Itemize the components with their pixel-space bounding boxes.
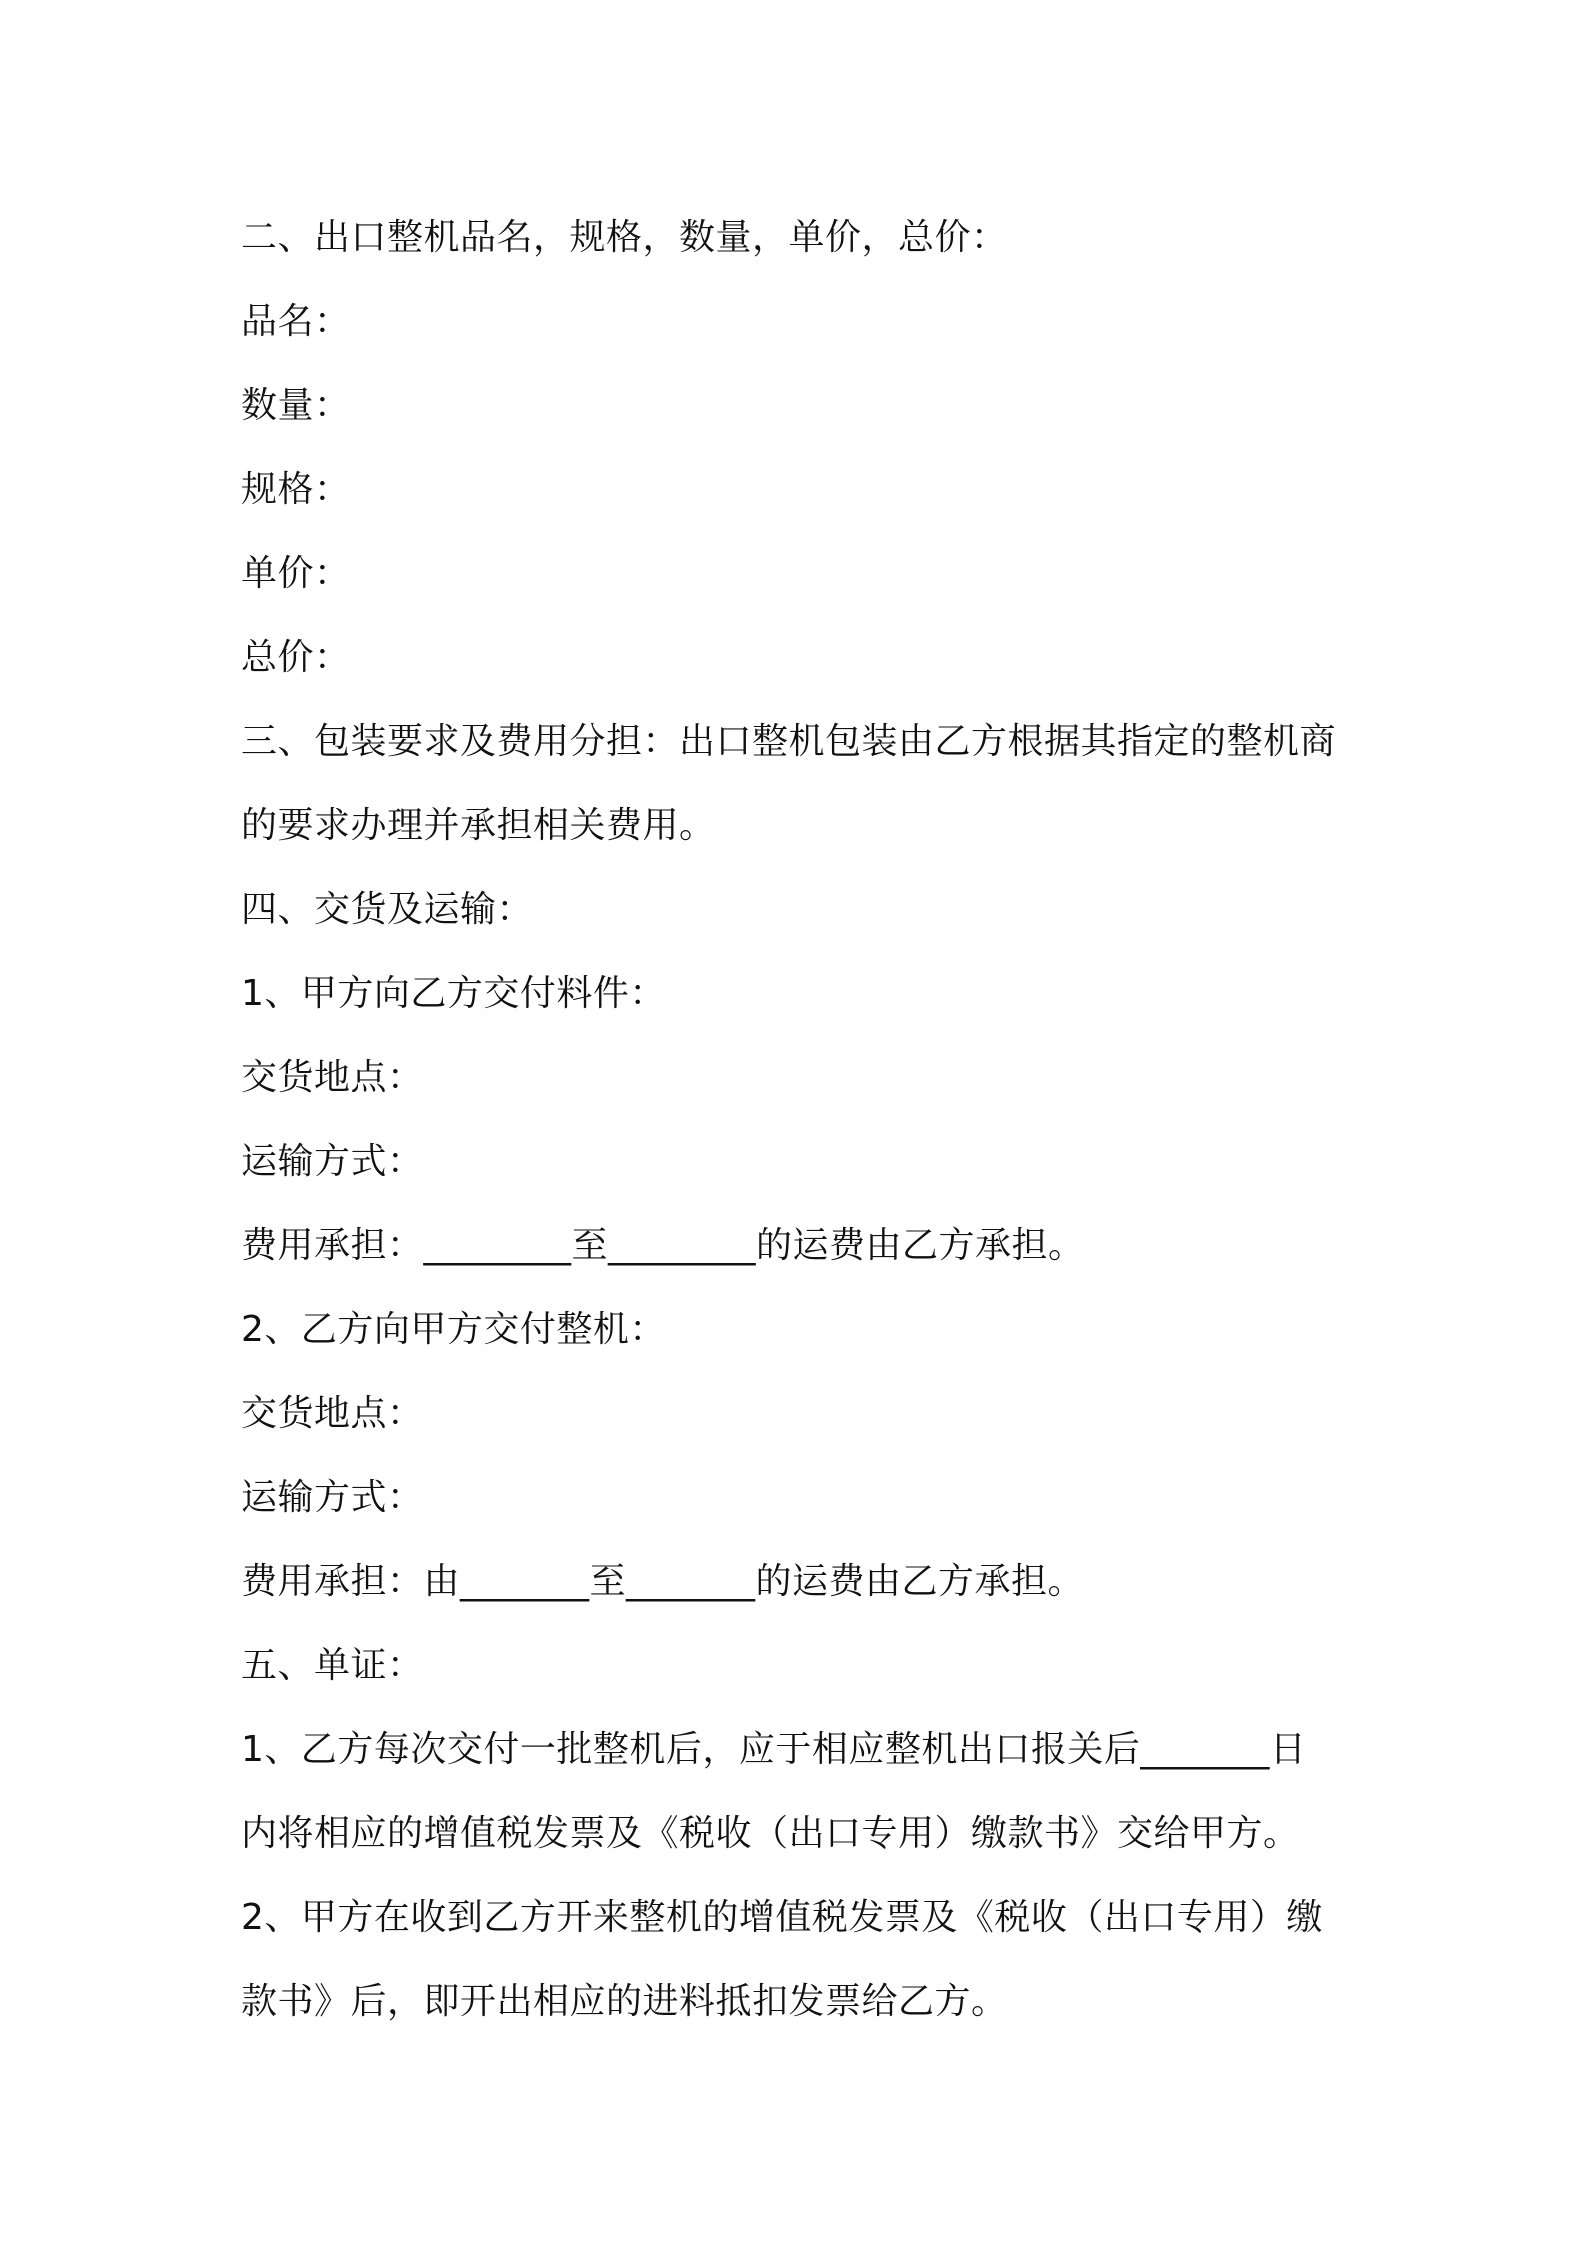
document-body [241, 196, 1361, 2044]
field-transport-method-a: 运输方式： [241, 1141, 424, 1182]
clause-documents-2-line-2: 款书》后，即开出相应的进料抵扣发票给乙方。 [241, 1981, 1008, 2022]
section-packaging-line-2: 的要求办理并承担相关费用。 [241, 805, 716, 846]
field-product-name: 品名： [241, 301, 351, 342]
clause-documents-1-line-2: 内将相应的增值税发票及《税收（出口专用）缴款书》交给甲方。 [241, 1813, 1300, 1854]
section-heading-product-info: 二、出口整机品名，规格，数量，单价，总价： [241, 217, 1008, 258]
clause-documents-2-line-1: 2、甲方在收到乙方开来整机的增值税发票及《税收（出口专用）缴 [241, 1897, 1323, 1938]
section-heading-documents: 五、单证： [241, 1645, 424, 1686]
clause-documents-1-line-1: 1、乙方每次交付一批整机后，应于相应整机出口报关后_______日 [241, 1729, 1307, 1770]
field-transport-method-b: 运输方式： [241, 1477, 424, 1518]
clause-party-b-delivery: 2、乙方向甲方交付整机： [241, 1309, 666, 1350]
section-heading-delivery: 四、交货及运输： [241, 889, 534, 930]
field-quantity: 数量： [241, 385, 351, 426]
field-delivery-location-b: 交货地点： [241, 1393, 424, 1434]
field-cost-bearing-b: 费用承担：由_______至_______的运费由乙方承担。 [241, 1561, 1085, 1602]
field-specification: 规格： [241, 469, 351, 510]
section-packaging-line-1: 三、包装要求及费用分担：出口整机包装由乙方根据其指定的整机商 [241, 721, 1337, 762]
clause-party-a-delivery: 1、甲方向乙方交付料件： [241, 973, 666, 1014]
field-cost-bearing-a: 费用承担：________至________的运费由乙方承担。 [241, 1225, 1085, 1266]
field-total-price: 总价： [241, 637, 351, 678]
field-unit-price: 单价： [241, 553, 351, 594]
field-delivery-location-a: 交货地点： [241, 1057, 424, 1098]
